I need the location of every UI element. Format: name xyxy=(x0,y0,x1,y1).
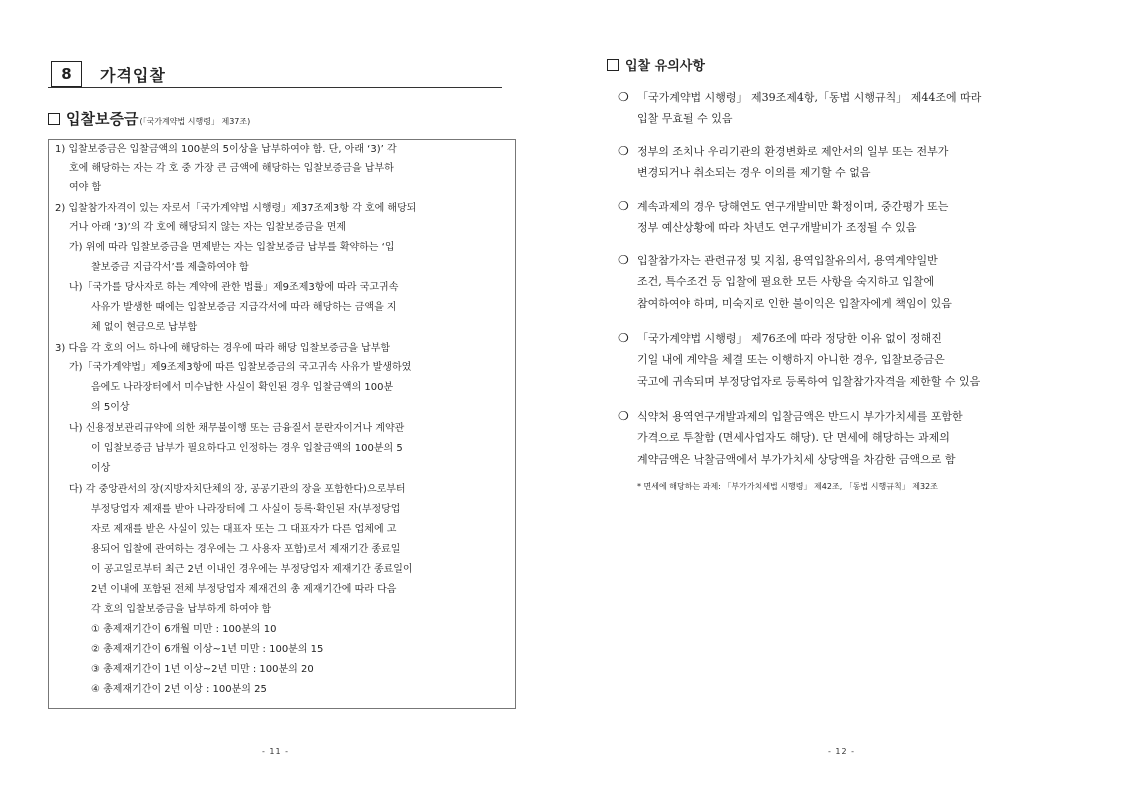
notice-line: 국고에 귀속되며 부정당업자로 등록하여 입찰참가자격을 제한할 수 있음 xyxy=(637,375,981,388)
notice-line: 입찰 무효될 수 있음 xyxy=(637,112,733,125)
checkbox-square-icon xyxy=(48,113,60,125)
subsection-title: 입찰보증금 xyxy=(66,110,139,128)
notice-line: 「국가계약법 시행령」 제39조제4항,「동법 시행규칙」 제44조에 따라 xyxy=(637,91,982,104)
circle-bullet-icon: ❍ xyxy=(618,331,629,345)
bond-line: 호에 해당하는 자는 각 호 중 가장 큰 금액에 해당하는 입찰보증금을 납부하 xyxy=(69,163,394,174)
section-number: 8 xyxy=(51,61,82,87)
circle-bullet-icon: ❍ xyxy=(618,144,629,158)
bond-line: 부정당업자 제재를 받아 나라장터에 그 사실이 등록·확인된 자(부정당업 xyxy=(91,504,401,515)
circle-bullet-icon: ❍ xyxy=(618,253,629,267)
circle-bullet-icon: ❍ xyxy=(618,199,629,213)
bond-line: 나)「국가를 당사자로 하는 계약에 관한 법률」제9조제3항에 따라 국고귀속 xyxy=(69,282,399,293)
bond-line: ② 총제재기간이 6개월 이상~1년 미만 : 100분의 15 xyxy=(91,644,324,655)
notice-header xyxy=(607,55,705,75)
section-header xyxy=(48,60,502,88)
bond-line: 이상 xyxy=(91,463,111,474)
tax-exempt-note: * 면세에 해당하는 과제: 「부가가치세법 시행령」 제42조, 「동법 시행규칙」 제32조 xyxy=(637,482,938,491)
notice-line: 참여하여야 하며, 미숙지로 인한 불이익은 입찰자에게 책임이 있음 xyxy=(637,297,952,310)
bond-rules-box xyxy=(48,139,516,709)
bond-line: 음에도 나라장터에서 미수납한 사실이 확인된 경우 입찰금액의 100분 xyxy=(91,382,394,393)
bond-line: 나) 신용정보관리규약에 의한 채무불이행 또는 금융질서 문란자이거나 계약관 xyxy=(69,423,405,434)
section-title: 가격입찰 xyxy=(100,66,166,85)
circle-bullet-icon: ❍ xyxy=(618,409,629,423)
bond-line: 가) 위에 따라 입찰보증금을 면제받는 자는 입찰보증금 납부를 확약하는 ‘입 xyxy=(69,242,395,253)
checkbox-square-icon xyxy=(607,59,619,71)
bond-line: 2) 입찰참가자격이 있는 자로서「국가계약법 시행령」제37조제3항 각 호에 해당되 xyxy=(55,203,417,214)
notice-line: 조건, 특수조건 등 입찰에 필요한 모든 사항을 숙지하고 입찰에 xyxy=(637,275,935,288)
circle-bullet-icon: ❍ xyxy=(618,90,629,104)
notice-line: 가격으로 투찰함 (면세사업자도 해당). 단 면세에 해당하는 과제의 xyxy=(637,431,950,444)
subsection-header xyxy=(48,108,250,128)
notice-line: 기일 내에 계약을 체결 또는 이행하지 아니한 경우, 입찰보증금은 xyxy=(637,353,945,366)
bond-line: ④ 총제재기간이 2년 이상 : 100분의 25 xyxy=(91,684,267,695)
bond-line: ① 총제재기간이 6개월 미만 : 100분의 10 xyxy=(91,624,277,635)
page-number-right: - 12 - xyxy=(828,747,856,756)
bond-line: 용되어 입찰에 관여하는 경우에는 그 사용자 포함)로서 제재기간 종료일 xyxy=(91,544,401,555)
notice-line: 입찰참가자는 관련규정 및 지침, 용역입찰유의서, 용역계약일반 xyxy=(637,254,938,267)
page-number-left: - 11 - xyxy=(262,747,290,756)
bond-line: 다) 각 중앙관서의 장(지방자치단체의 장, 공공기관의 장을 포함한다)으로부터 xyxy=(69,484,406,495)
bond-line: ③ 총제재기간이 1년 이상~2년 미만 : 100분의 20 xyxy=(91,664,314,675)
bond-line: 거나 아래 ‘3)’의 각 호에 해당되지 않는 자는 입찰보증금을 면제 xyxy=(69,222,347,233)
notice-line: 계속과제의 경우 당해연도 연구개발비만 확정이며, 중간평가 또는 xyxy=(637,200,949,213)
notice-line: 「국가계약법 시행령」 제76조에 따라 정당한 이유 없이 정해진 xyxy=(637,332,942,345)
bond-line: 각 호의 입찰보증금을 납부하게 하여야 함 xyxy=(91,604,272,615)
bond-line: 사유가 발생한 때에는 입찰보증금 지급각서에 따라 해당하는 금액을 지 xyxy=(91,302,397,313)
bond-line: 여야 함 xyxy=(69,182,102,193)
bond-line: 의 5이상 xyxy=(91,402,130,413)
bond-line: 이 입찰보증금 납부가 필요하다고 인정하는 경우 입찰금액의 100분의 5 xyxy=(91,443,403,454)
bond-line: 가)「국가계약법」제9조제3항에 따른 입찰보증금의 국고귀속 사유가 발생하였 xyxy=(69,362,412,373)
notice-title: 입찰 유의사항 xyxy=(625,59,705,74)
notice-line: 계약금액은 낙찰금액에서 부가가치세 상당액을 차감한 금액으로 함 xyxy=(637,453,956,466)
bond-line: 찰보증금 지급각서’를 제출하여야 함 xyxy=(91,262,249,273)
bond-line: 체 없이 현금으로 납부함 xyxy=(91,322,198,333)
bond-line: 2년 이내에 포함된 전체 부정당업자 제재건의 총 제재기간에 따라 다음 xyxy=(91,584,397,595)
notice-line: 정부 예산상황에 따라 차년도 연구개발비가 조정될 수 있음 xyxy=(637,221,917,234)
notice-line: 변경되거나 취소되는 경우 이의를 제기할 수 없음 xyxy=(637,166,871,179)
bond-line: 자로 제재를 받은 사실이 있는 대표자 또는 그 대표자가 다른 업체에 고 xyxy=(91,524,397,535)
bond-line: 3) 다음 각 호의 어느 하나에 해당하는 경우에 따라 해당 입찰보증금을 납부함 xyxy=(55,343,391,354)
notice-line: 식약처 용역연구개발과제의 입찰금액은 반드시 부가가치세를 포함한 xyxy=(637,410,963,423)
bond-line: 이 공고일로부터 최근 2년 이내인 경우에는 부정당업자 제재기간 종료일이 xyxy=(91,564,413,575)
bond-line: 1) 입찰보증금은 입찰금액의 100분의 5이상을 납부하여야 함. 단, 아래 ‘3)’ 각 xyxy=(55,144,397,155)
notice-line: 정부의 조치나 우리기관의 환경변화로 제안서의 일부 또는 전부가 xyxy=(637,145,949,158)
subsection-reference: (「국가계약법 시행령」 제37조) xyxy=(139,117,251,126)
